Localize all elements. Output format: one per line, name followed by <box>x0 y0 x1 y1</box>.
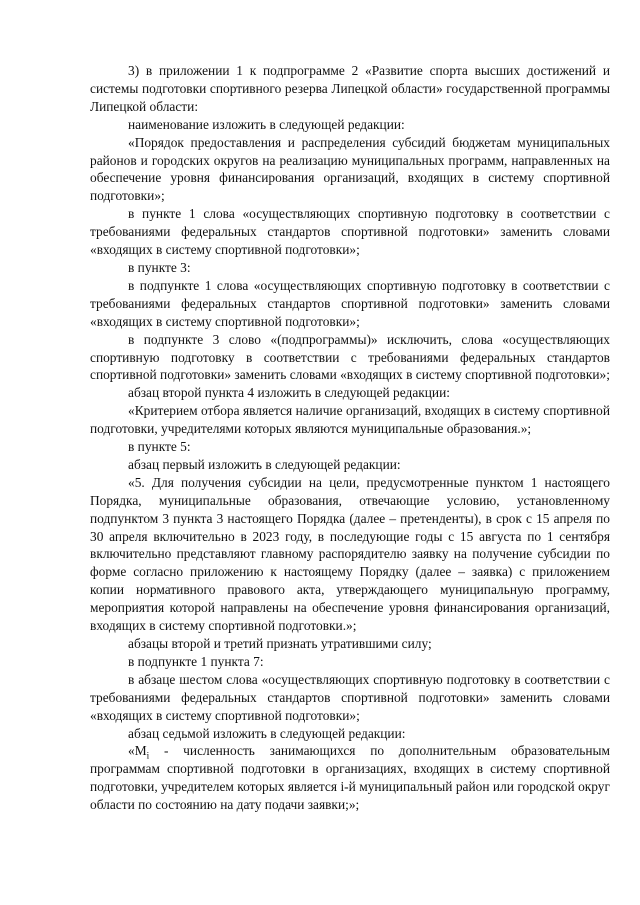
paragraph-invalidation: абзацы второй и третий признать утратившими силу; <box>128 636 432 651</box>
paragraph-point-5-text: «5. Для получения субсидии на цели, предусмотренные пунктом 1 настоящего Порядка, муниципальные образования, отвечающие условию, установленному подпунктом 3 пункта 3 настоящего Порядка (далее – претенденты), в срок с 15 апреля по 30 апреля включительно в 2023 году, в последующие годы с 15 августа по 1 сентября включительно представляют главному распорядителю заявку на получение субсидии по форме согласно приложению к настоящему Порядку (далее – заявка) с приложением копии нормативного правового акта, утверждающего муниципальную программу, мероприятия которой направлены на обеспечение уровня финансирования организаций, входящих в систему спортивной подготовки.»; <box>90 474 610 634</box>
paragraph-new-name: «Порядок предоставления и распределения субсидий бюджетам муниципальных районов и городских округов на реализацию муниципальных программ, направленных на обеспечение уровня финансирования организаций, входящих в систему спортивной подготовки»; <box>90 134 610 204</box>
paragraph-subpoint-1: в подпункте 1 слова «осуществляющих спортивную подготовку в соответствии с требованиями федеральных стандартов спортивной подготовки» заменить словами «входящих в систему спортивной подготовки»; <box>90 277 610 329</box>
formula-symbol-prefix: «M <box>128 743 147 759</box>
paragraph-point-4-instruction: абзац второй пункта 4 изложить в следующей редакции: <box>128 385 450 401</box>
formula-definition-text: - численность занимающихся по дополнительным образовательным программам спортивной подготовки в организациях, входящих в систему спортивной подготовки, учредителем которых является i-й муниципальный район или городской округ области по состоянию на дату подачи заявки;»; <box>90 743 610 813</box>
paragraph-selection-criterion: «Критерием отбора является наличие организаций, входящих в систему спортивной подготовки, учредителями которых являются муниципальные образования.»; <box>90 403 610 437</box>
paragraph-formula-definition <box>90 742 610 814</box>
paragraph-first-abzac-instruction: абзац первый изложить в следующей редакции: <box>128 456 401 472</box>
paragraph-point-7-heading: в подпункте 1 пункта 7: <box>128 653 264 669</box>
paragraph-subpoint-3: в подпункте 3 слово «(подпрограммы)» исключить, слова «осуществляющих спортивную подготовку в соответствии с требованиями федеральных стандартов спортивной подготовки» заменить словами «входящих в систему спортивной подготовки»; <box>90 331 610 383</box>
paragraph-point-3-heading: в пункте 3: <box>128 259 191 275</box>
formula-symbol-subscript: i <box>146 752 150 763</box>
paragraph-point-1: в пункте 1 слова «осуществляющих спортивную подготовку в соответствии с требованиями федеральных стандартов спортивной подготовки» заменить словами «входящих в систему спортивной подготовки»; <box>90 206 610 258</box>
paragraph-seventh-abzac-instruction: абзац седьмой изложить в следующей редакции: <box>128 725 406 741</box>
paragraph-sixth-abzac: в абзаце шестом слова «осуществляющих спортивную подготовку в соответствии с требованиями федеральных стандартов спортивной подготовки» заменить словами «входящих в систему спортивной подготовки»; <box>90 671 610 723</box>
document-page <box>90 62 610 814</box>
paragraph-name-instruction: наименование изложить в следующей редакции: <box>128 116 405 132</box>
paragraph-amendment-item-3: 3) в приложении 1 к подпрограмме 2 «Развитие спорта высших достижений и системы подготовки спортивного резерва Липецкой области» государственной программы Липецкой области: <box>90 63 610 114</box>
paragraph-point-5-heading: в пункте 5: <box>128 439 191 455</box>
